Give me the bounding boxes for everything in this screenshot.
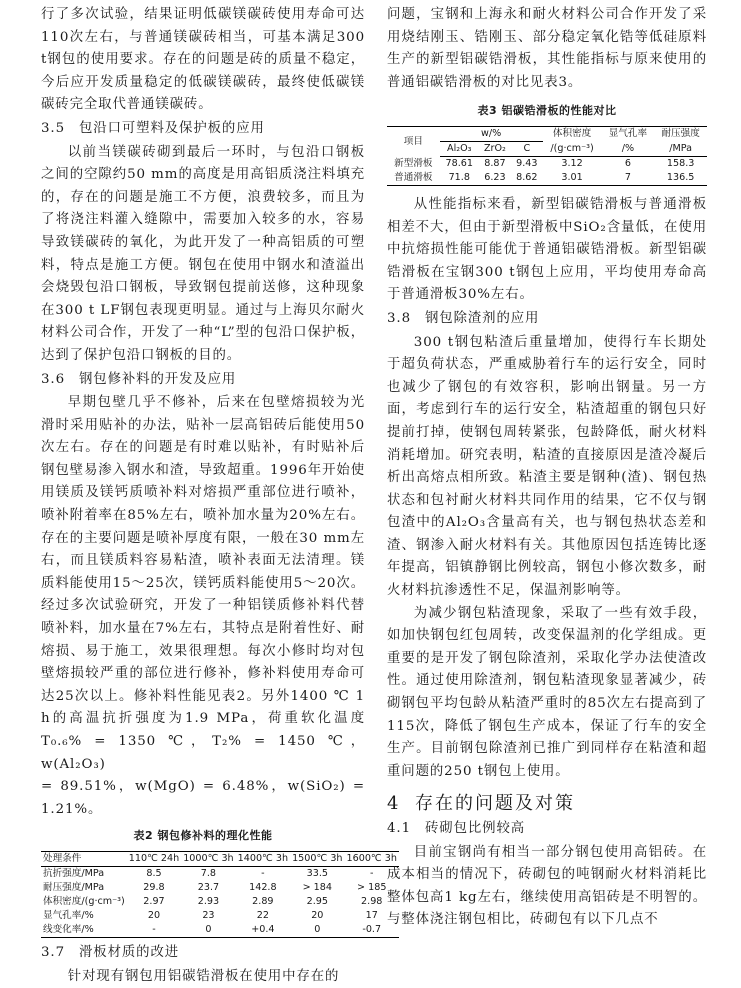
paragraph bbox=[41, 392, 365, 821]
table-cell: 8.87 bbox=[484, 157, 506, 169]
section-title: 砖砌包比例较高 bbox=[425, 821, 526, 836]
table-header-cell: 处理条件 bbox=[43, 852, 82, 864]
table-header-cell: 1600℃ 3h bbox=[346, 852, 397, 864]
section-title: 钢包修补料的开发及应用 bbox=[79, 371, 237, 387]
section-heading bbox=[387, 818, 707, 841]
table-cell: 耐压强度/MPa bbox=[43, 881, 105, 893]
table-header-cell: /(g·cm⁻³) bbox=[543, 141, 602, 156]
paragraph: 针对现有钢包用铝碳锆滑板在使用中存在的 bbox=[67, 968, 340, 984]
table-cell: 6 bbox=[624, 157, 631, 169]
table-row bbox=[41, 923, 399, 938]
table-header-cell: 项目 bbox=[403, 135, 423, 147]
section-title: 滑板材质的改进 bbox=[79, 944, 180, 960]
table-cell: - bbox=[152, 923, 156, 935]
table-row bbox=[41, 895, 399, 909]
table-caption: 表3 铝碳锆滑板的性能对比 bbox=[477, 104, 617, 118]
table-cell: 新型滑板 bbox=[394, 157, 433, 169]
table-cell: 7.8 bbox=[200, 867, 217, 879]
paragraph: 从性能指标来看，新型铝碳锆滑板与普通滑板相差不大，但由于新型滑板中SiO₂含量低，在使用中抗熔损性能可能优于普通铝碳锆滑板。新型铝碳锆滑板在宝钢300 t钢包上应用，平均使用寿命高于普通滑板30%左右。 bbox=[387, 196, 707, 303]
table-cell: 78.61 bbox=[445, 157, 473, 169]
table-cell: 2.95 bbox=[306, 895, 328, 907]
table-row bbox=[387, 171, 707, 186]
table-header-cell: 1000℃ 3h bbox=[183, 852, 234, 864]
table-cell: 9.43 bbox=[516, 157, 538, 169]
table-cell: 体积密度/(g·cm⁻³) bbox=[43, 895, 125, 907]
table-header-cell: ZrO₂ bbox=[479, 141, 511, 156]
formula-line: T₀.₆% = 1350 ℃，T₂% = 1450 ℃，w(Al₂O₃) bbox=[41, 734, 365, 772]
table-cell: 抗折强度/MPa bbox=[43, 867, 105, 879]
table-cell: 142.8 bbox=[249, 881, 277, 893]
table-cell: 8.5 bbox=[146, 867, 162, 879]
table-header-cell: 1500℃ 3h bbox=[292, 852, 343, 864]
table-row bbox=[387, 156, 707, 171]
section-heading bbox=[387, 308, 707, 331]
table-cell: 3.12 bbox=[561, 157, 583, 169]
table-cell: 0 bbox=[205, 923, 212, 935]
table-cell: +0.4 bbox=[251, 923, 275, 935]
section-number: 4.1 bbox=[387, 821, 411, 836]
table-row bbox=[41, 909, 399, 923]
table-cell: 29.8 bbox=[143, 881, 165, 893]
paragraph-text: 早期包壁几乎不修补，后来在包壁熔损较为光滑时采用贴补的办法，贴补一层高铝砖后能使用50次左右。存在的问题是有时难以贴补，有时贴补后钢包壁易渗入钢水和渣，导致超重。1996年开始使用镁质及镁钙质喷补料对熔损严重部位进行喷补，喷补附着率在85%左右，喷补加水量为20%左右。存在的主要问题是喷补厚度有限，一般在30 mm左右，而且镁质料容易粘渣，喷补表面无法清理。镁质料能使用15～25次，镁钙质料能使用5～20次。经过多次试验研究，开发了一种铝镁质修补料代替喷补料，加水量在7%左右，其特点是附着性好、耐熔损、易于施工，效果很理想。每次小修时均对包壁熔损较严重的部位进行修补，修补料使用寿命可达25次以上。修补料性能见表2。另外1400 ℃ 1 h的高温抗折强度为1.9 MPa，荷重软化温度 bbox=[41, 395, 365, 727]
left-column bbox=[41, 4, 397, 988]
table-header-cell: C bbox=[511, 141, 543, 156]
chapter-title: 存在的问题及对策 bbox=[415, 793, 575, 815]
section-title: 包沿口可塑料及保护板的应用 bbox=[79, 120, 265, 136]
table-caption: 表2 钢包修补料的理化性能 bbox=[133, 829, 273, 843]
paragraph: 300 t钢包粘渣后重量增加，使得行车长期处于超负荷状态，严重威胁着行车的运行安全，同时也减少了钢包的有效容积，影响出钢量。另一方面，考虑到行车的运行安全，粘渣超重的钢包只好提前打掉，使钢包周转紧张，包龄降低，耐火材料消耗增加。研究表明，粘渣的直接原因是渣冷凝后析出高熔点相所致。粘渣主要是钢种(渣)、钢包热状态和包衬耐火材料共同作用的结果，它不仅与钢包渣中的Al₂O₃含量高有关，也与钢包热状态差和渣、钢渗入耐火材料有关。其他原因包括连铸比逐年提高，铝镇静钢比例较高，钢包小修次数多，耐火材料抗渗透性不足，保温剂影响等。 bbox=[387, 334, 707, 599]
table-cell: 71.8 bbox=[440, 171, 479, 186]
table-cell: 2.89 bbox=[252, 895, 274, 907]
table-header-row bbox=[41, 851, 399, 866]
table-cell: 3.01 bbox=[543, 171, 602, 186]
section-title: 钢包除渣剂的应用 bbox=[425, 310, 540, 326]
table-cell: 158.3 bbox=[666, 157, 695, 169]
table-header-row bbox=[387, 126, 707, 141]
right-column bbox=[387, 4, 707, 932]
section-number: 3.7 bbox=[41, 944, 65, 960]
table-cell: > 185 bbox=[357, 881, 387, 893]
table-cell: 20 bbox=[147, 909, 161, 921]
table-cell: 20 bbox=[311, 909, 324, 921]
table-2 bbox=[41, 851, 399, 938]
table-cell: > 184 bbox=[302, 881, 332, 893]
table-cell: 22 bbox=[256, 909, 269, 921]
chapter-heading bbox=[387, 793, 707, 816]
table-cell: 2.97 bbox=[143, 895, 165, 907]
table-cell: 线变化率/% bbox=[43, 923, 94, 935]
paragraph: 目前宝钢尚有相当一部分钢包使用高铝砖。在成本相当的情况下，砖砌包的吨钢耐火材料消耗比整体包高1 kg左右，继续使用高铝砖是不明智的。与整体浇注钢包相比，砖砌包有以下几点不 bbox=[387, 844, 707, 928]
table-cell: 2.93 bbox=[197, 895, 220, 907]
table-header-cell: 1400℃ 3h bbox=[237, 852, 289, 864]
table-header-cell: 耐压强度 bbox=[661, 128, 700, 140]
table-cell: 0 bbox=[314, 923, 321, 935]
table-cell: 23 bbox=[202, 909, 215, 921]
paragraph: 以前当镁碳砖砌到最后一环时，与包沿口钢板之间的空隙约50 mm的高度是用高铝质浇注料填充的，存在的问题是施工不方便，浪费较多，而且为了将浇注料灌入缝隙中，需要加入较多的水，容易导致镁碳砖的氧化，为此开发了一种高铝质的可塑料，特点是施工方便。钢包在使用中钢水和渣溢出会烧毁包沿口钢板，导致钢包提前送修，这种现象在300 t LF钢包表现更明显。通过与上海贝尔耐火材料公司合作，开发了一种“L”型的包沿口保护板，达到了保护包沿口钢板的目的。 bbox=[41, 144, 365, 363]
section-heading bbox=[41, 118, 365, 141]
formula-line: = 89.51%，w(MgO) = 6.48%，w(SiO₂) = 1.21%。 bbox=[41, 779, 365, 817]
table-cell: 普通滑板 bbox=[387, 171, 440, 186]
table-header-cell: /% bbox=[602, 141, 655, 156]
chapter-number: 4 bbox=[387, 793, 401, 815]
table-cell: 17 bbox=[365, 909, 378, 921]
table-cell: -0.7 bbox=[362, 923, 382, 935]
table-header-cell: /MPa bbox=[654, 141, 707, 156]
table-row bbox=[41, 866, 399, 881]
section-heading bbox=[41, 369, 365, 392]
table-cell: 2.98 bbox=[361, 895, 383, 907]
table-cell: 7 bbox=[602, 171, 655, 186]
table-cell: 6.23 bbox=[479, 171, 511, 186]
section-number: 3.5 bbox=[41, 120, 65, 136]
section-heading bbox=[41, 942, 365, 965]
table-cell: 136.5 bbox=[654, 171, 707, 186]
table-header-cell: 110℃ 24h bbox=[128, 852, 180, 864]
section-number: 3.8 bbox=[387, 310, 411, 326]
paragraph: 为减少钢包粘渣现象，采取了一些有效手段，如加快钢包红包周转，改变保温剂的化学组成。更重要的是开发了钢包除渣剂，采取化学办法使渣改性。通过使用除渣剂，钢包粘渣现象显著减少，砖砌钢包平均包龄从粘渣严重时的85次左右提高到了115次，降低了钢包生产成本，保证了行车的安全生产。目前钢包除渣剂已推广到同样存在粘渣和超重问题的250 t钢包上使用。 bbox=[387, 605, 707, 779]
table-cell: - bbox=[370, 867, 374, 879]
table-cell: 33.5 bbox=[306, 867, 328, 879]
table-header-cell: 体积密度 bbox=[552, 128, 592, 140]
table-cell: 23.7 bbox=[197, 881, 220, 893]
section-number: 3.6 bbox=[41, 371, 65, 387]
table-cell: 显气孔率/% bbox=[43, 909, 94, 921]
table-cell: 8.62 bbox=[511, 171, 543, 186]
paragraph: 行了多次试验，结果证明低碳镁碳砖使用寿命可达110次左右，与普通镁碳砖相当，可基本满足300 t钢包的使用要求。存在的问题是砖的质量不稳定，今后应开发质量稳定的低碳镁碳砖，最终使低碳镁碳砖完全取代普通镁碳砖。 bbox=[41, 7, 365, 113]
paragraph: 问题，宝钢和上海永和耐火材料公司合作开发了采用烧结刚玉、锆刚玉、部分稳定氧化锆等低硅原料生产的新型铝碳锆滑板，其性能指标与原来使用的普通铝碳锆滑板的对比见表3。 bbox=[387, 7, 707, 90]
table-header-cell: 显气孔率 bbox=[608, 128, 648, 140]
table-3 bbox=[387, 126, 707, 186]
table-row bbox=[41, 881, 399, 895]
table-header-cell: Al₂O₃ bbox=[440, 141, 479, 156]
table-header-cell: w/% bbox=[440, 126, 543, 141]
table-cell: - bbox=[261, 867, 265, 879]
